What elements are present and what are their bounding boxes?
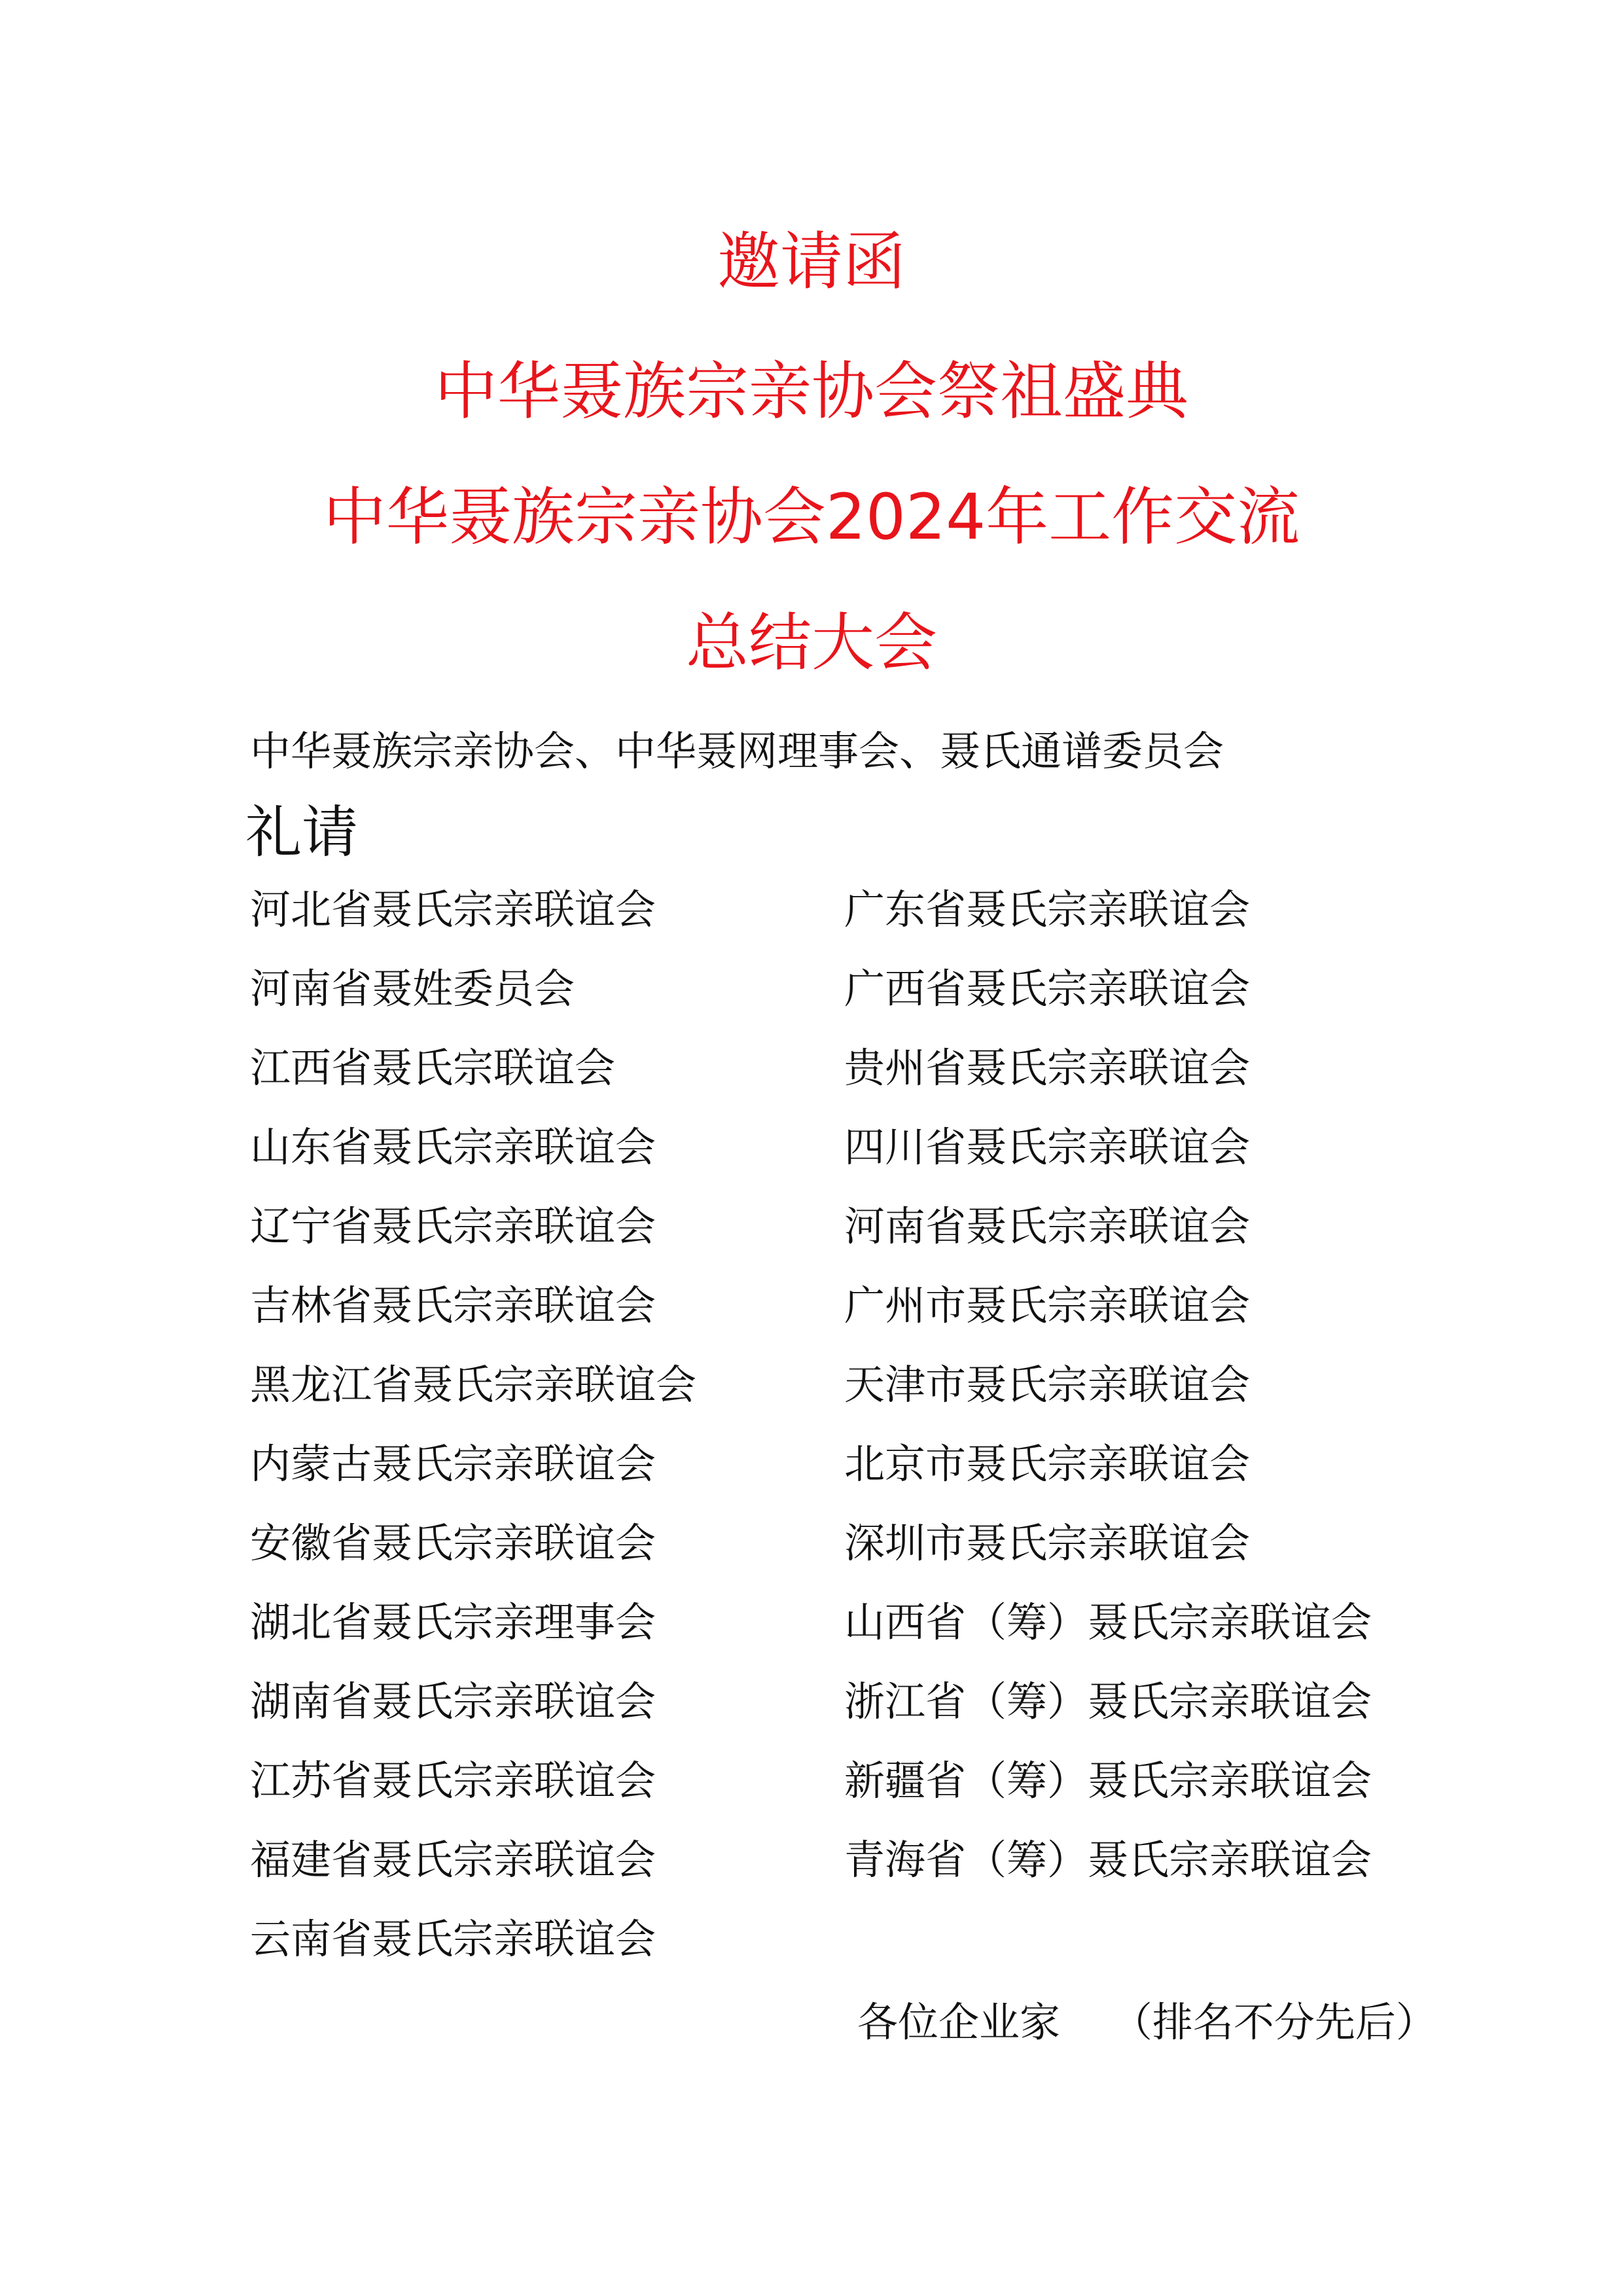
invitee-item: 四川省聂氏宗亲联谊会 bbox=[844, 1123, 1251, 1171]
invite-label: 礼请 bbox=[245, 800, 358, 865]
invitee-item: 内蒙古聂氏宗亲联谊会 bbox=[250, 1440, 656, 1488]
invitee-item: 湖北省聂氏宗亲理事会 bbox=[250, 1598, 656, 1646]
invitee-item: 北京市聂氏宗亲联谊会 bbox=[844, 1440, 1251, 1488]
invitee-item: 贵州省聂氏宗亲联谊会 bbox=[844, 1044, 1251, 1092]
invitee-item: 浙江省（筹）聂氏宗亲联谊会 bbox=[844, 1677, 1372, 1725]
invitee-item: 湖南省聂氏宗亲联谊会 bbox=[250, 1677, 656, 1725]
invitee-item: 安徽省聂氏宗亲联谊会 bbox=[250, 1519, 656, 1567]
invitee-list-right bbox=[844, 884, 1372, 1913]
invitee-item: 广西省聂氏宗亲联谊会 bbox=[844, 965, 1251, 1013]
invitee-item: 天津市聂氏宗亲联谊会 bbox=[844, 1361, 1251, 1408]
invitee-item: 广州市聂氏宗亲联谊会 bbox=[844, 1282, 1251, 1329]
invitee-item: 辽宁省聂氏宗亲联谊会 bbox=[250, 1202, 656, 1250]
invitee-item: 河南省聂氏宗亲联谊会 bbox=[844, 1202, 1251, 1250]
invitee-item: 江苏省聂氏宗亲联谊会 bbox=[250, 1757, 656, 1804]
conference-title-line1: 中华聂族宗亲协会2024年工作交流 bbox=[323, 480, 1300, 554]
order-note: （排名不分先后） bbox=[1111, 1998, 1436, 2046]
invitee-item: 深圳市聂氏宗亲联谊会 bbox=[844, 1519, 1251, 1567]
invitee-item: 江西省聂氏宗联谊会 bbox=[250, 1044, 616, 1092]
footer-note bbox=[857, 1996, 1436, 2049]
invitee-item: 山西省（筹）聂氏宗亲联谊会 bbox=[844, 1598, 1372, 1646]
invitee-item: 青海省（筹）聂氏宗亲联谊会 bbox=[844, 1836, 1372, 1884]
invitee-item: 山东省聂氏宗亲联谊会 bbox=[250, 1123, 656, 1171]
host-organizations: 中华聂族宗亲协会、中华聂网理事会、聂氏通谱委员会 bbox=[250, 727, 1224, 775]
ceremony-title: 中华聂族宗亲协会祭祖盛典 bbox=[435, 355, 1188, 428]
invitee-item: 吉林省聂氏宗亲联谊会 bbox=[250, 1282, 656, 1329]
invitee-item: 云南省聂氏宗亲联谊会 bbox=[250, 1915, 656, 1963]
entrepreneurs-text: 各位企业家 bbox=[857, 1998, 1061, 2046]
conference-title-line2: 总结大会 bbox=[686, 606, 937, 679]
invitation-title: 邀请函 bbox=[717, 225, 906, 298]
invitee-item: 河北省聂氏宗亲联谊会 bbox=[250, 886, 656, 933]
invitee-item: 黑龙江省聂氏宗亲联谊会 bbox=[250, 1361, 697, 1408]
invitee-item: 广东省聂氏宗亲联谊会 bbox=[844, 886, 1251, 933]
invitee-item: 河南省聂姓委员会 bbox=[250, 965, 575, 1013]
invitee-list-left bbox=[250, 884, 696, 1992]
invitee-item: 新疆省（筹）聂氏宗亲联谊会 bbox=[844, 1757, 1372, 1804]
invitee-item: 福建省聂氏宗亲联谊会 bbox=[250, 1836, 656, 1884]
